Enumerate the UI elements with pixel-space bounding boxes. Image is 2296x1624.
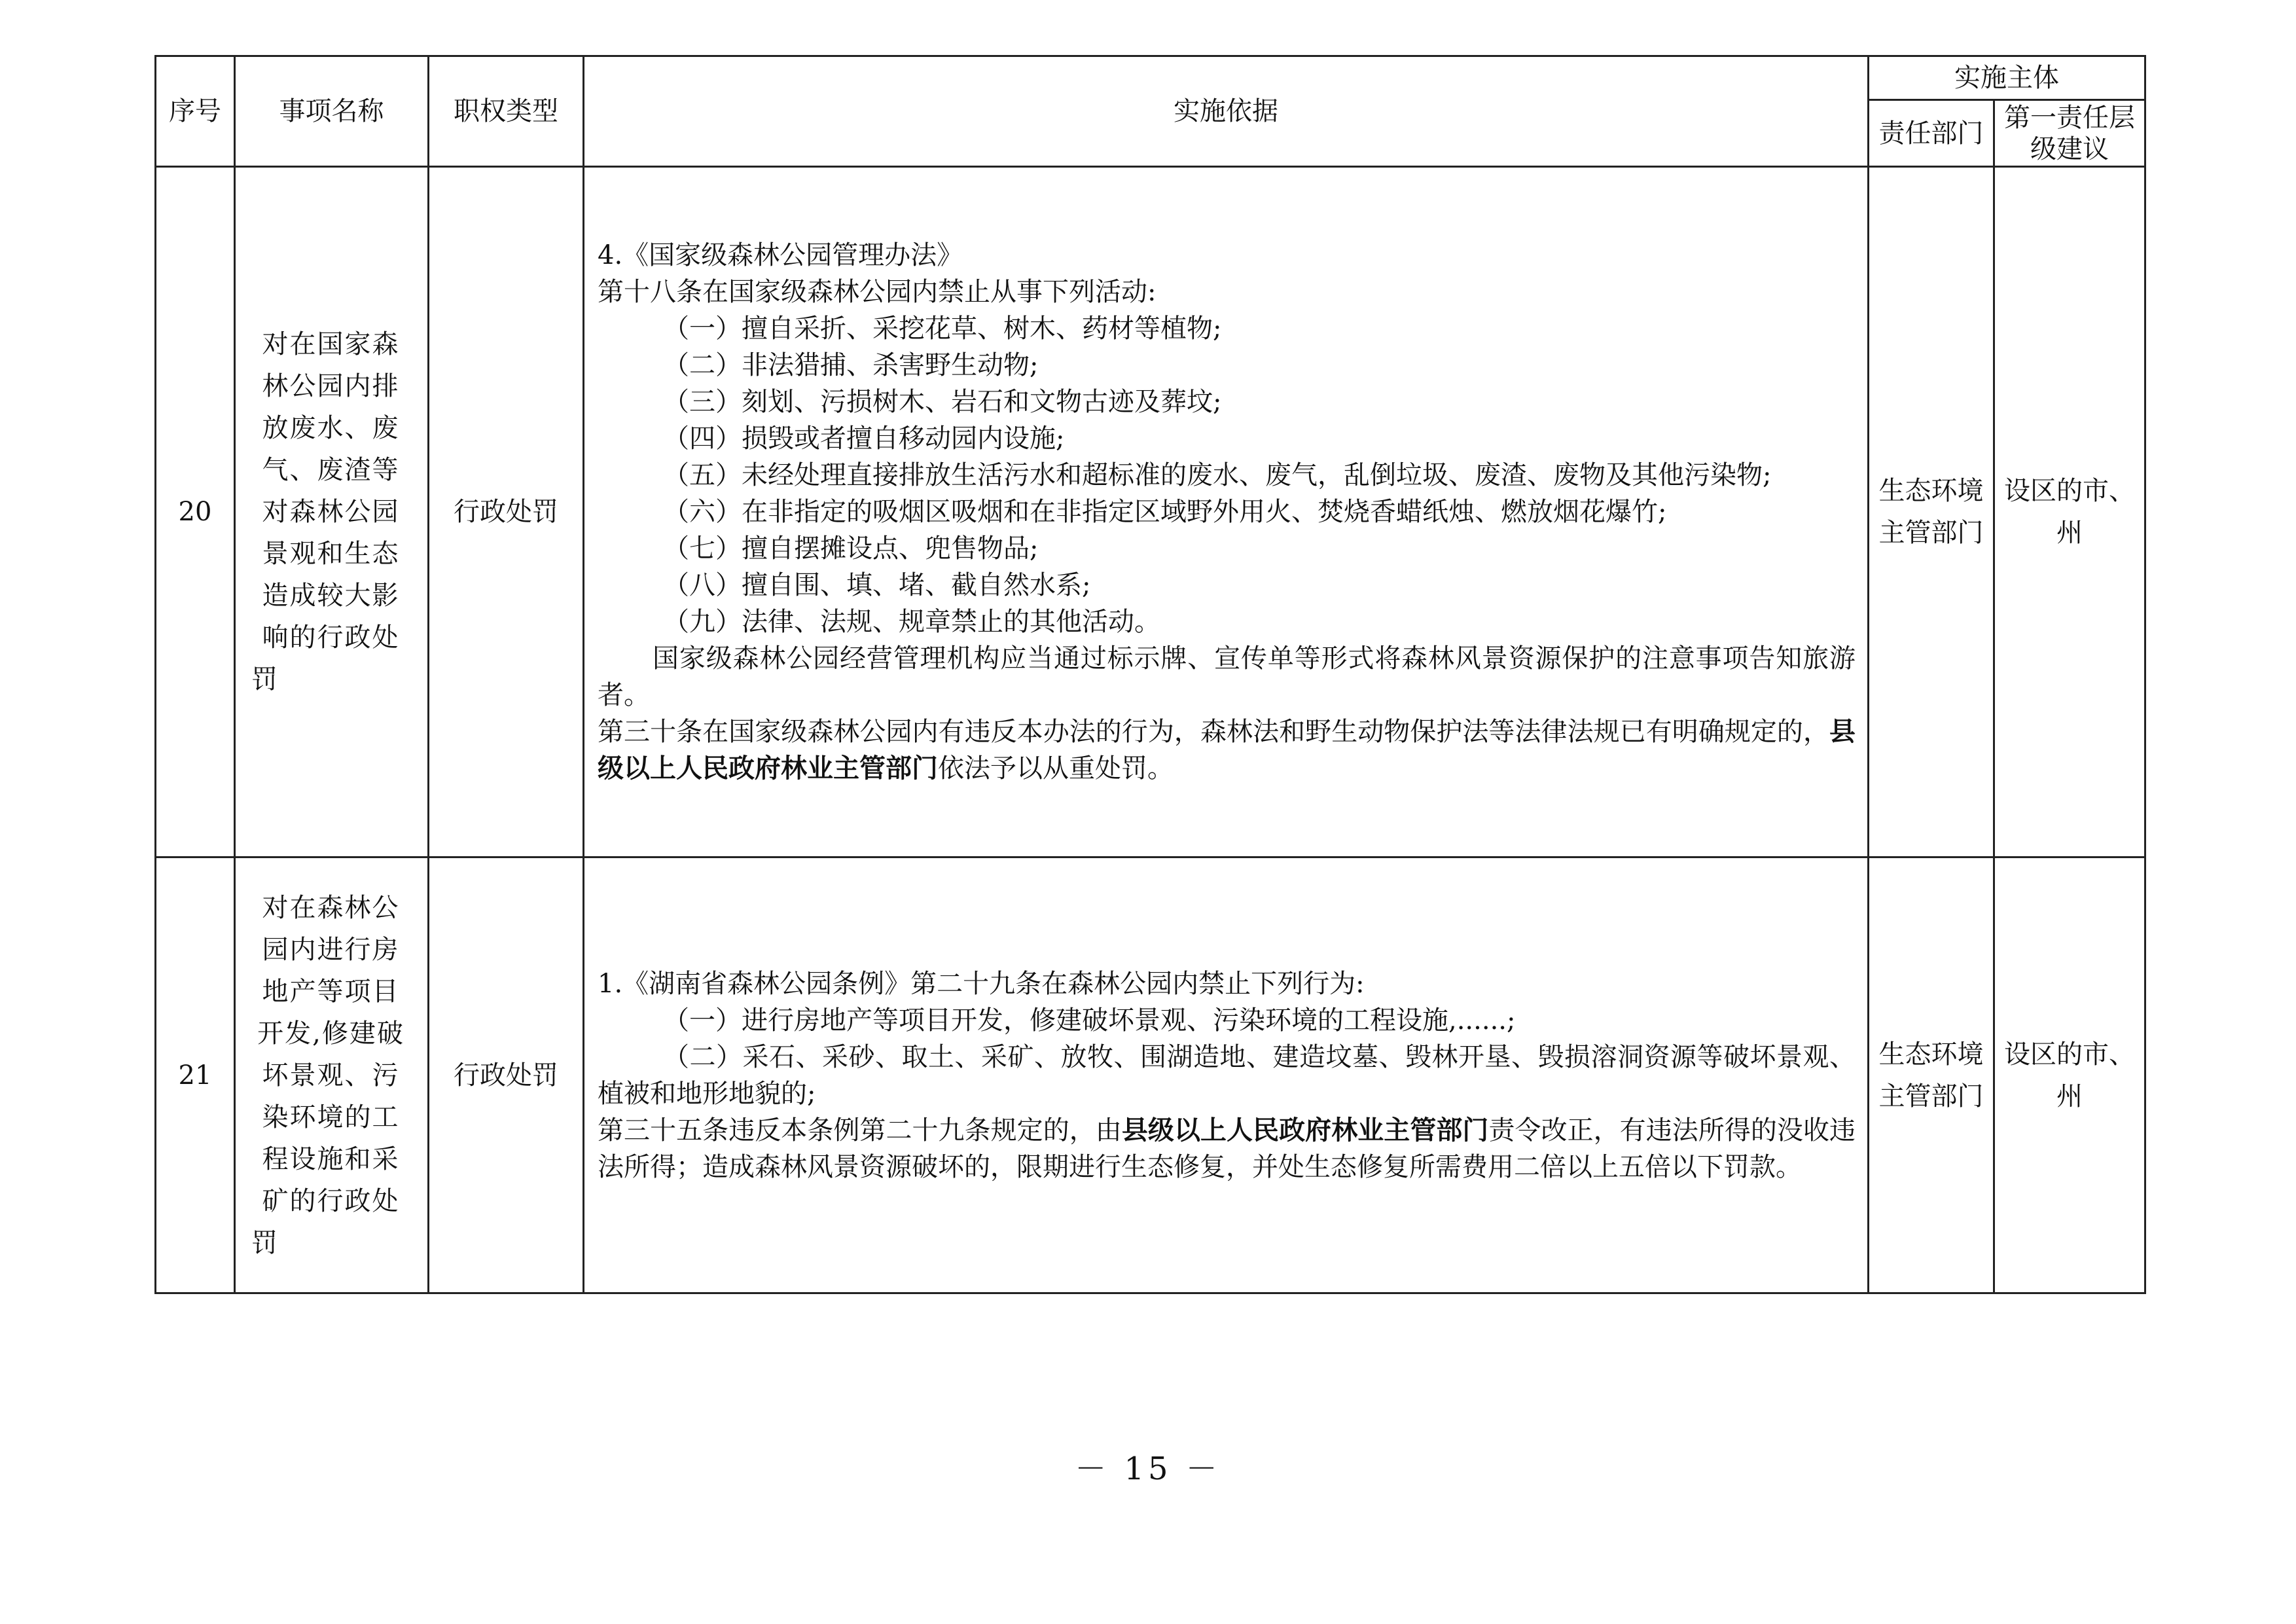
row-seq: 21 — [156, 857, 235, 1293]
row-power-type: 行政处罚 — [429, 857, 584, 1293]
row-item-name: 对在森林公园内进行房地产等项目开发,修建破坏景观、污染环境的工程设施和采矿的行政处罚 — [235, 857, 429, 1293]
table-row — [156, 857, 2145, 1293]
basis-line: （七）擅自摆摊设点、兜售物品; — [663, 533, 1039, 564]
basis-line: （六）在非指定的吸烟区吸烟和在非指定区域野外用火、焚烧香蜡纸烛、燃放烟花爆竹; — [663, 497, 1667, 527]
header-item-name: 事项名称 — [235, 56, 429, 167]
row-level: 设区的市、州 — [1994, 857, 2145, 1293]
emphasis-authority: 县级以上人民政府林业主管部门 — [598, 716, 1856, 784]
basis-line: （一）进行房地产等项目开发，修建破坏景观、污染环境的工程设施,......; — [663, 1005, 1516, 1036]
basis-line: （一）擅自采折、采挖花草、树木、药材等植物; — [663, 314, 1222, 344]
row-basis — [584, 167, 1869, 857]
basis-line: （三）刻划、污损树木、岩石和文物古迹及葬坟; — [663, 387, 1222, 417]
basis-line: （二）采石、采砂、取土、采矿、放牧、围湖造地、建造坟墓、毁林开垦、毁损溶洞资源等破坏景观、植被和地形地貌的; — [598, 1041, 1856, 1109]
basis-line: （九）法律、法规、规章禁止的其他活动。 — [663, 607, 1160, 637]
basis-line: （八）擅自围、填、堵、截自然水系; — [663, 570, 1091, 600]
header-basis: 实施依据 — [584, 56, 1869, 167]
basis-line: 第三十条在国家级森林公园内有违反本办法的行为，森林法和野生动物保护法等法律法规已有明确规定的，县级以上人民政府林业主管部门依法予以从重处罚。 — [598, 716, 1856, 784]
row-dept: 生态环境主管部门 — [1869, 167, 1994, 857]
page-number: － 15 － — [1075, 1451, 1221, 1487]
row-basis — [584, 857, 1869, 1293]
row-item-name: 对在国家森林公园内排放废水、废气、废渣等对森林公园景观和生态造成较大影响的行政处罚 — [235, 167, 429, 857]
header-power-type: 职权类型 — [429, 56, 584, 167]
enforcement-items-table — [154, 55, 2146, 1294]
row-level: 设区的市、州 — [1994, 167, 2145, 857]
header-level: 第一责任层级建议 — [1994, 100, 2145, 167]
basis-line: （二）非法猎捕、杀害野生动物; — [663, 350, 1039, 380]
basis-line: 1.《湖南省森林公园条例》第二十九条在森林公园内禁止下列行为: — [598, 968, 1365, 999]
table-row — [156, 167, 2145, 857]
basis-line: 国家级森林公园经营管理机构应当通过标示牌、宣传单等形式将森林风景资源保护的注意事项告知旅游者。 — [598, 643, 1856, 710]
header-implementer: 实施主体 — [1869, 56, 2145, 100]
header-dept: 责任部门 — [1869, 100, 1994, 167]
header-seq: 序号 — [156, 56, 235, 167]
row-dept: 生态环境主管部门 — [1869, 857, 1994, 1293]
basis-line: （四）损毁或者擅自移动园内设施; — [663, 424, 1065, 454]
row-power-type: 行政处罚 — [429, 167, 584, 857]
emphasis-authority: 县级以上人民政府林业主管部门 — [1121, 1114, 1489, 1146]
row-seq: 20 — [156, 167, 235, 857]
basis-line: （五）未经处理直接排放生活污水和超标准的废水、废气，乱倒垃圾、废渣、废物及其他污染物; — [663, 460, 1772, 490]
basis-line: 4.《国家级森林公园管理办法》 — [598, 240, 963, 270]
basis-line: 第十八条在国家级森林公园内禁止从事下列活动: — [598, 277, 1157, 307]
basis-line: 第三十五条违反本条例第二十九条规定的，由县级以上人民政府林业主管部门责令改正，有违法所得的没收违法所得；造成森林风景资源破坏的，限期进行生态修复，并处生态修复所需费用二倍以上五倍以下罚款。 — [598, 1114, 1856, 1182]
